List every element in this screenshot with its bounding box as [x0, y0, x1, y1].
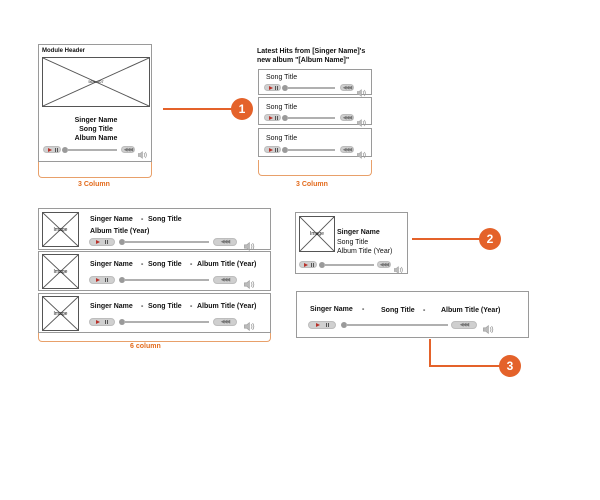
- progress-track[interactable]: [287, 87, 335, 89]
- callout-3-badge: 3: [499, 355, 521, 377]
- play-icon: [316, 323, 320, 327]
- audio-player: [43, 146, 149, 154]
- skip-button[interactable]: [213, 318, 237, 326]
- singer-name: Singer Name: [90, 303, 133, 310]
- image-label: Image: [53, 268, 68, 275]
- skip-button[interactable]: [340, 114, 354, 121]
- callout-1-connector: [163, 108, 233, 110]
- play-icon: [269, 116, 273, 120]
- play-pause-button[interactable]: [264, 146, 281, 153]
- song-title: Song Title: [266, 135, 298, 142]
- play-icon: [96, 240, 100, 244]
- play-pause-button[interactable]: [264, 84, 281, 91]
- play-pause-button[interactable]: [43, 146, 61, 153]
- progress-track[interactable]: [124, 279, 209, 281]
- pause-icon: [55, 148, 58, 152]
- volume-icon[interactable]: [394, 261, 404, 279]
- audio-player: [299, 261, 405, 269]
- progress-track[interactable]: [287, 117, 335, 119]
- image-placeholder-icon: [42, 296, 79, 331]
- image-label: Image: [53, 310, 68, 317]
- skip-button[interactable]: [213, 276, 237, 284]
- column-label: 6 column: [130, 343, 161, 350]
- play-icon: [269, 148, 273, 152]
- separator: -: [141, 216, 144, 223]
- image-placeholder-icon: [42, 254, 79, 289]
- skip-icon: ◀◀◀: [220, 319, 230, 325]
- progress-track[interactable]: [67, 149, 117, 151]
- progress-track[interactable]: [287, 149, 335, 151]
- skip-button[interactable]: [377, 261, 391, 268]
- skip-icon: ◀◀◀: [220, 239, 230, 245]
- six-column-row: [38, 293, 271, 333]
- progress-track[interactable]: [324, 264, 374, 266]
- song-list-item: [258, 128, 372, 157]
- song-list-item: [258, 97, 372, 125]
- callout-2-badge: 2: [479, 228, 501, 250]
- image-label: Image: [310, 231, 324, 237]
- column-bracket: [38, 162, 152, 178]
- skip-button[interactable]: [340, 146, 354, 153]
- callout-2-connector: [412, 238, 480, 240]
- callout-1-badge: 1: [231, 98, 253, 120]
- column-label: 3 Column: [296, 181, 328, 188]
- pause-icon: [105, 278, 108, 282]
- song-list-item: [258, 69, 372, 95]
- song-list-header-line-1: Latest Hits from [Singer Name]'s: [257, 48, 366, 55]
- column-label: 3 Column: [78, 181, 110, 188]
- album-name: Album Name: [74, 135, 118, 142]
- six-column-row: [38, 208, 271, 250]
- separator: -: [362, 306, 365, 313]
- singer-name: Singer Name: [90, 261, 133, 268]
- play-icon: [96, 320, 100, 324]
- singer-name: Singer Name: [74, 117, 118, 124]
- image-placeholder-icon: [42, 212, 79, 247]
- song-title: Song Title: [79, 126, 113, 133]
- play-pause-button[interactable]: [308, 321, 336, 329]
- pause-icon: [105, 320, 108, 324]
- song-list-header-line-2: new album "[Album Name]": [257, 57, 350, 64]
- audio-player: [89, 318, 269, 327]
- image-placeholder-icon: [299, 216, 335, 252]
- separator: -: [141, 303, 144, 310]
- play-icon: [304, 263, 308, 267]
- separator: -: [141, 261, 144, 268]
- skip-button[interactable]: [213, 238, 237, 246]
- album-title: Album Title (Year): [90, 228, 150, 235]
- song-title: Song Title: [148, 303, 182, 310]
- pause-icon: [105, 240, 108, 244]
- audio-player: [264, 84, 370, 92]
- pause-icon: [275, 86, 278, 90]
- volume-icon[interactable]: [482, 321, 496, 339]
- audio-player: [264, 146, 370, 154]
- audio-player: [89, 276, 269, 285]
- audio-player: [308, 321, 518, 330]
- separator: -: [190, 261, 193, 268]
- singer-name: Singer Name: [337, 229, 380, 236]
- image-size-label: 569x107: [88, 79, 104, 84]
- module-header: Module Header: [42, 48, 86, 54]
- play-pause-button[interactable]: [89, 276, 115, 284]
- pause-icon: [311, 263, 314, 267]
- progress-track[interactable]: [124, 241, 209, 243]
- six-column-row: [38, 251, 271, 291]
- singer-name: Singer Name: [310, 306, 353, 313]
- pause-icon: [275, 116, 278, 120]
- play-pause-button[interactable]: [89, 238, 115, 246]
- play-pause-button[interactable]: [299, 261, 317, 268]
- callout-3-connector-vertical: [429, 339, 431, 367]
- progress-track[interactable]: [124, 321, 209, 323]
- column-bracket: [38, 333, 271, 342]
- album-title: Album Title (Year): [441, 307, 501, 314]
- song-title: Song Title: [148, 216, 182, 223]
- module-3-card: [296, 291, 529, 338]
- song-title: Song Title: [148, 261, 182, 268]
- skip-icon: ◀◀◀: [220, 277, 230, 283]
- module-1-card: [38, 44, 152, 162]
- volume-icon[interactable]: [243, 276, 257, 294]
- skip-icon: ◀◀◀: [459, 322, 469, 328]
- play-icon: [269, 86, 273, 90]
- album-title: Album Title (Year): [197, 303, 257, 310]
- song-title: Song Title: [266, 104, 298, 111]
- image-label: Image: [53, 226, 68, 233]
- play-icon: [48, 148, 52, 152]
- skip-icon: ◀◀◀: [342, 146, 352, 153]
- separator: -: [190, 303, 193, 310]
- song-title: Song Title: [337, 239, 369, 246]
- pause-icon: [326, 323, 329, 327]
- album-title: Album Title (Year): [197, 261, 257, 268]
- audio-player: [264, 114, 370, 122]
- song-title: Song Title: [381, 307, 415, 314]
- skip-button[interactable]: [451, 321, 477, 329]
- pause-icon: [275, 148, 278, 152]
- album-title: Album Title (Year): [337, 248, 393, 255]
- skip-icon: ◀◀◀: [123, 146, 133, 153]
- play-pause-button[interactable]: [264, 114, 281, 121]
- skip-icon: ◀◀◀: [379, 261, 389, 268]
- image-placeholder-icon: [42, 57, 150, 107]
- separator: -: [423, 307, 426, 314]
- progress-track[interactable]: [346, 324, 448, 326]
- module-2-card: [295, 212, 408, 274]
- skip-button[interactable]: [121, 146, 135, 153]
- skip-button[interactable]: [340, 84, 354, 91]
- song-title: Song Title: [266, 74, 298, 81]
- skip-icon: ◀◀◀: [342, 114, 352, 121]
- play-pause-button[interactable]: [89, 318, 115, 326]
- singer-name: Singer Name: [90, 216, 133, 223]
- callout-3-connector-horizontal: [429, 365, 501, 367]
- audio-player: [89, 238, 269, 247]
- column-bracket: [258, 160, 372, 176]
- skip-icon: ◀◀◀: [342, 84, 352, 91]
- play-icon: [96, 278, 100, 282]
